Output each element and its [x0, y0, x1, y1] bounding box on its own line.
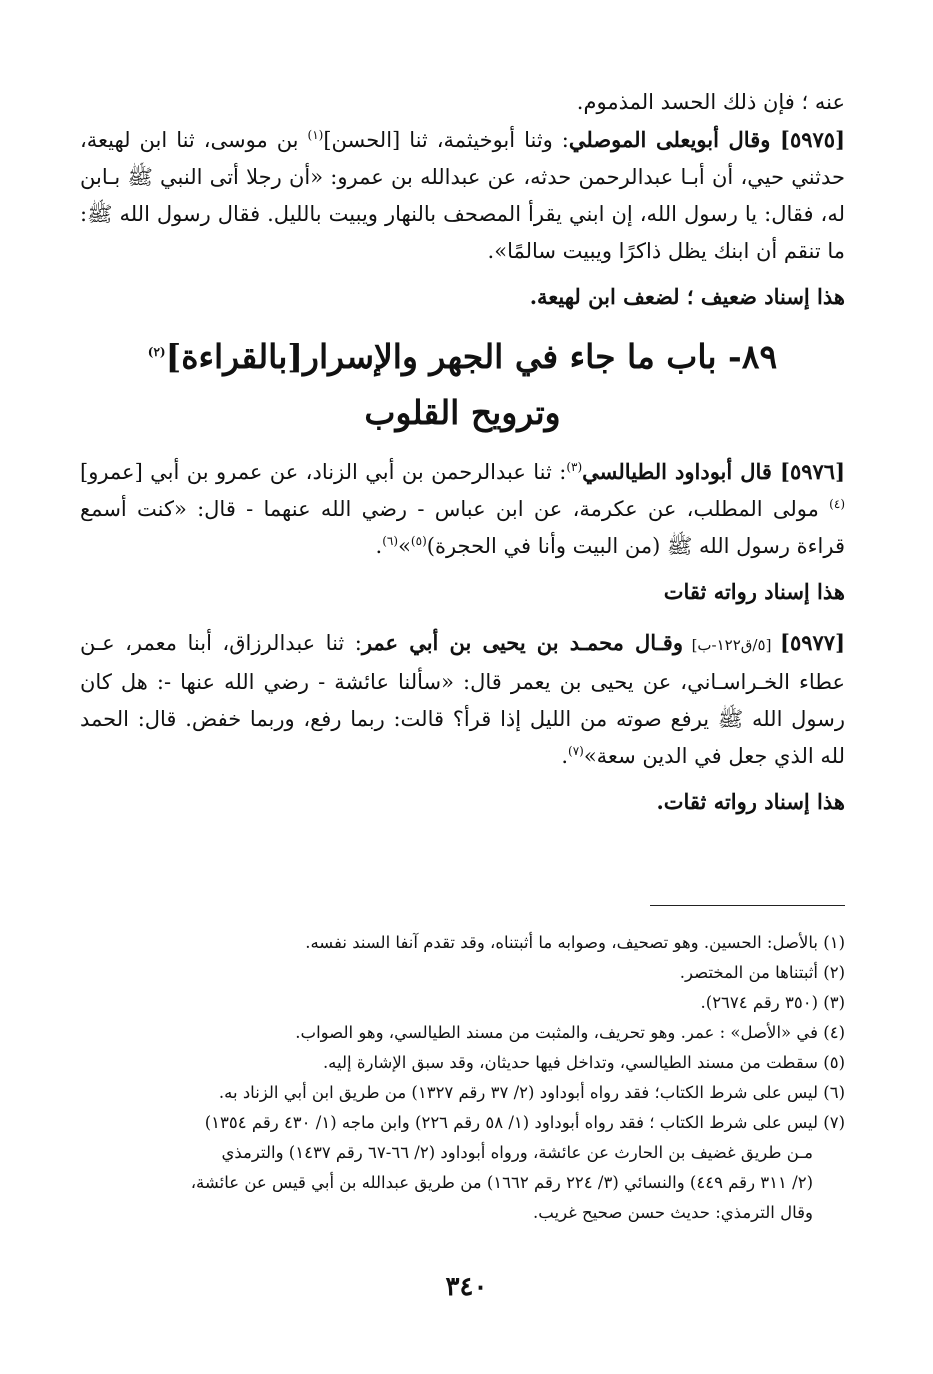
hadith-text: . [561, 744, 568, 768]
hadith-text: : وثنا أبوخيثمة، ثنا [الحسن] [323, 128, 569, 152]
footnote-5: (٥) سقطت من مسند الطيالسي، وتداخل فيها حديثان، وقد سبق الإشارة إليه. [322, 1053, 845, 1072]
chapter-title [80, 329, 845, 441]
hadith-text: : ثنا عبدالرحمن بن أبي الزناد، عن عمرو بن أبي [عمرو] [80, 460, 567, 484]
narrator-name: وقال أبويعلى الموصلي [568, 127, 780, 152]
footnote-marker: (٥) [410, 534, 427, 548]
footnote-3: (٣) (٣٥٠ رقم ٢٦٧٤). [700, 993, 845, 1012]
chapter-title-line [80, 329, 845, 385]
hadith-5977 [80, 624, 845, 775]
hadith-text: مولى المطلب، عن عكرمة، عن ابن عباس - رضي الله عنهما - قال: «كنت أسمع قراءة رسول الله ﷺ (من البيت وأنا في الحجرة) [80, 497, 845, 558]
footnote-marker: (٧) [568, 744, 584, 758]
narrator-name: قال أبوداود الطيالسي [582, 459, 780, 484]
footnote-7-continuation: وقال الترمذي: حديث حسن صحيح غريب. [533, 1203, 813, 1222]
footnotes [80, 928, 845, 1228]
footnote-2: (٢) أثبتناها من المختصر. [679, 963, 845, 982]
footnote-7-continuation: (٢/ ٣١١ رقم ٤٤٩) والنسائي (٣/ ٢٢٤ رقم ١٦٦٢) من طريق عبدالله بن أبي قيس عن عائشة، [190, 1173, 813, 1192]
footnote-marker: (٣) [566, 460, 583, 474]
footnote-4: (٤) في «الأصل» : عمر. وهو تحريف، والمثبت من مسند الطيالسي، وهو الصواب. [295, 1023, 845, 1042]
hadith-text: » [398, 534, 411, 558]
manuscript-reference: [٥/ق١٢٢-ب] [683, 636, 780, 654]
hadith-5976 [80, 453, 845, 565]
footnote-6: (٦) ليس على شرط الكتاب؛ فقد رواه أبوداود (٢/ ٣٧ رقم ١٣٢٧) من طريق ابن أبي الزناد به. [218, 1083, 845, 1102]
hadith-text: . [375, 534, 383, 558]
isnad-verdict: هذا إسناد رواته ثقات [663, 579, 845, 604]
footnote-marker: (١) [307, 128, 324, 142]
paragraph-continuation: عنه ؛ فإن ذلك الحسد المذموم. [576, 90, 845, 114]
hadith-number: [٥٩٧٥] [780, 127, 845, 152]
footnote-7: (٧) ليس على شرط الكتاب ؛ فقد رواه أبوداود (١/ ٥٨ رقم ٢٢٦) وابن ماجه (١/ ٤٣٠ رقم ١٣٥٤) [204, 1113, 845, 1132]
footnote-separator [650, 905, 845, 906]
footnote-marker: (٦) [382, 534, 399, 548]
hadith-text: : ثنا عبدالرزاق، أبنا معمر، عـن عطاء الخـراسـاني، عن يحيى بن يعمر قال: «سألنا عائشة - رضي الله عنها -: هل كان رسول الله ﷺ يرفع صوته من الليل إذا قرأ؟ قالت: ربما رفع، وربما خفض. قال: الحمد لله الذي جعل في الدين سعة» [80, 631, 845, 768]
footnote-7-continuation: مـن طريق غضيف بن الحارث عن عائشة، ورواه أبوداود (٢/ ٦٦-٦٧ رقم ١٤٣٧) والترمذي [221, 1143, 813, 1162]
main-text [80, 84, 845, 834]
hadith-number: [٥٩٧٧] [780, 630, 845, 655]
footnote-marker: (٤) [829, 497, 845, 511]
footnote-1: (١) بالأصل: الحسين. وهو تصحيف، وصوابه ما أثبتناه، وقد تقدم آنفا السند نفسه. [305, 933, 845, 952]
isnad-verdict: هذا إسناد رواته ثقات. [656, 789, 845, 814]
chapter-subtitle: وترويح القلوب [364, 393, 561, 432]
chapter-title-text: ٨٩- باب ما جاء في الجهر والإسرار[بالقراءة] [165, 337, 778, 376]
hadith-number: [٥٩٧٦] [780, 459, 845, 484]
hadith-5975 [80, 121, 845, 270]
narrator-name: وقـال محمـد بن يحيى بن أبي عمر [361, 630, 683, 655]
hadith-text: بن موسى، ثنا ابن لهيعة، حدثني حيي، أن أبـا عبدالرحمن حدثه، عن عبدالله بن عمرو: «أن رجلا أتى النبي ﷺ بـابن له، فقال: يا رسول الله، إن ابني يقرأ المصحف بالنهار ويبيت بالليل. فقال رسول الله ﷺ: ما تنقم أن ابنك يظل ذاكرًا ويبيت سالمًا». [80, 128, 845, 263]
footnote-marker: (٢) [147, 345, 166, 359]
isnad-verdict: هذا إسناد ضعيف ؛ لضعف ابن لهيعة. [529, 284, 845, 309]
page-number: ٣٤٠ [445, 1272, 488, 1302]
